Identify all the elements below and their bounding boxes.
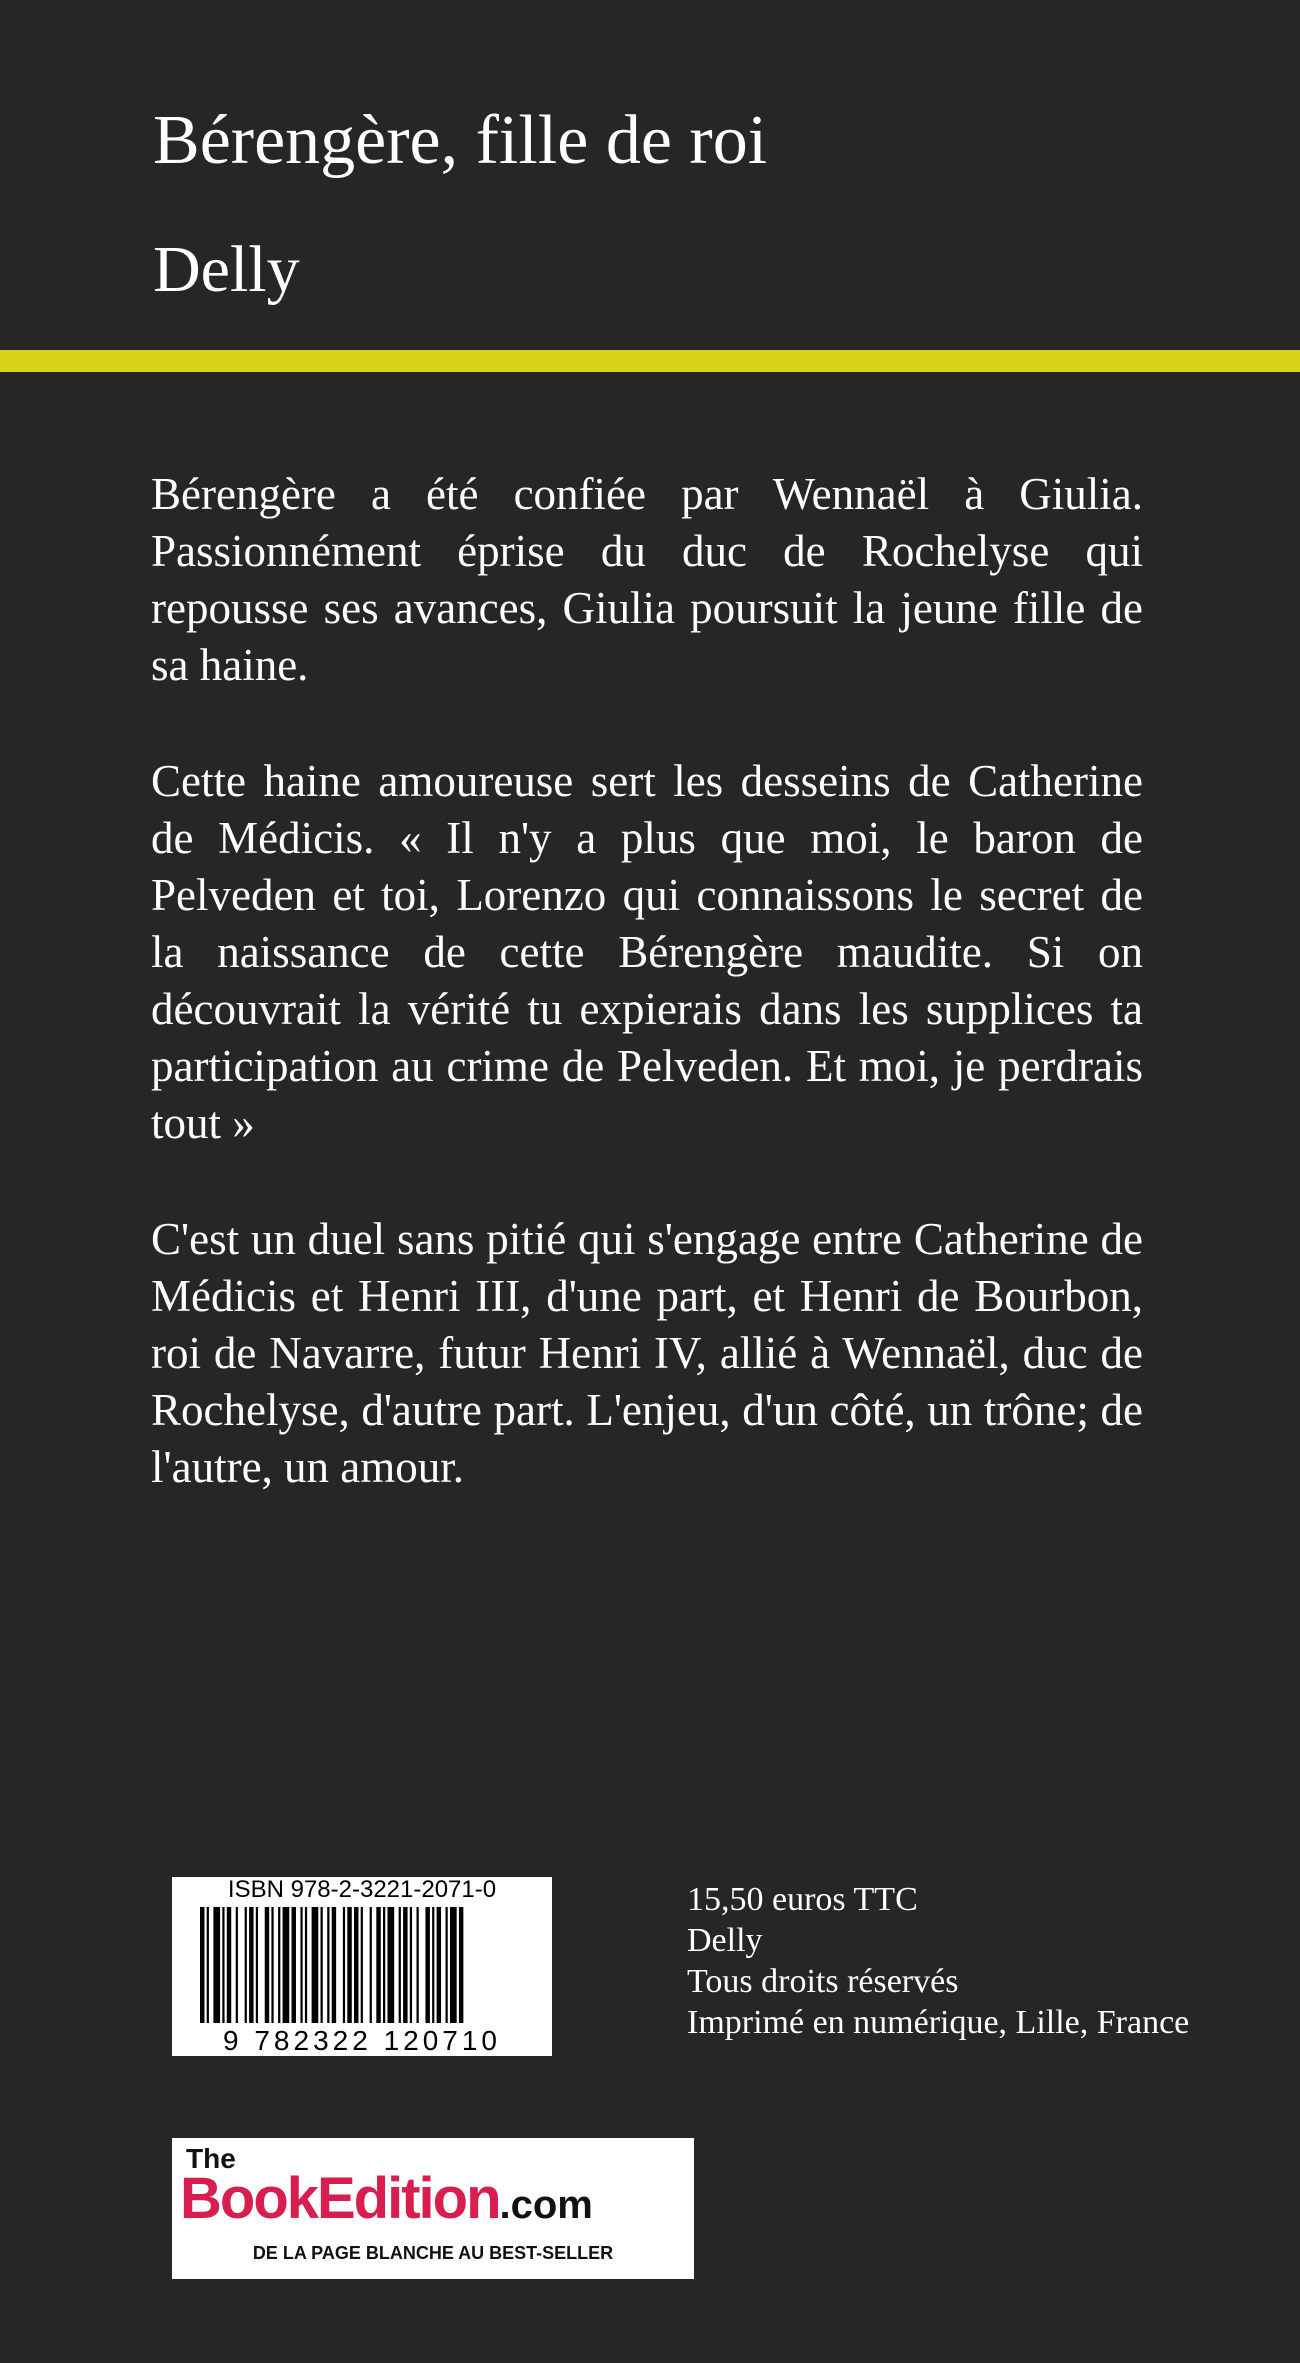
barcode-bar [256, 1907, 258, 2023]
barcode-bar [321, 1907, 323, 2023]
barcode-bar [292, 1907, 296, 2023]
barcode-bar [222, 1907, 224, 2023]
barcode-bar [410, 1907, 412, 2023]
barcode-bar [271, 1907, 273, 2023]
barcode-bar [354, 1907, 358, 2023]
barcode-bar [403, 1907, 407, 2023]
barcode-bar [200, 1907, 204, 2023]
barcode-bar [370, 1907, 372, 2023]
barcode-bar [332, 1907, 336, 2023]
logo-the: The [186, 2143, 236, 2174]
barcode-bar [387, 1907, 394, 2023]
barcode-bar [446, 1907, 448, 2023]
barcode-bar [249, 1907, 253, 2023]
barcode-bar [245, 1907, 247, 2023]
blurb-paragraph: Cette haine amoureuse sert les desseins de Catherine de Médicis. « Il n'y a plus que moi, le baron de Pelveden et toi, Lorenzo qui connaissons le secret de la naissance de cette Bérengère maudite. Si on découvrait la vérité tu expierais dans les supplices ta participation au crime de Pelveden. Et moi, je perdrais tout » [151, 756, 1143, 1148]
book-author: Delly [153, 233, 300, 306]
barcode-bar [227, 1907, 231, 2023]
back-cover-blurb [151, 466, 1143, 1555]
barcode-bar [459, 1907, 463, 2023]
rights-text: Tous droits réservés [687, 1963, 959, 2000]
price-text: 15,50 euros TTC [687, 1881, 918, 1918]
blurb-paragraph: Bérengère a été confiée par Wennaël à Giulia. Passionnément éprise du duc de Rochelyse qui repousse ses avances, Giulia poursuit la jeune fille de sa haine. [151, 469, 1143, 690]
publisher-logo [172, 2138, 694, 2279]
barcode-bar [361, 1907, 363, 2023]
barcode-bar [283, 1907, 290, 2023]
isbn-barcode [172, 1877, 552, 2056]
imprint-info [687, 1879, 1189, 2043]
imprint-author: Delly [687, 1922, 763, 1959]
logo-domain: .com [499, 2183, 593, 2227]
barcode-bar [450, 1907, 457, 2023]
barcode-bar [383, 1907, 385, 2023]
barcode-bar [265, 1907, 269, 2023]
blurb-paragraph: C'est un duel sans pitié qui s'engage entre Catherine de Médicis et Henri III, d'une part, et Henri de Bourbon, roi de Navarre, futur Henri IV, allié à Wennaël, duc de Rochelyse, d'autre part. L'enjeu, d'un côté, un trône; de l'autre, un amour. [151, 1214, 1143, 1492]
barcode-bar [207, 1907, 209, 2023]
barcode-bar [327, 1907, 329, 2023]
barcode-bar [343, 1907, 345, 2023]
barcode-bar [236, 1907, 238, 2023]
barcode-bar [278, 1907, 280, 2023]
logo-tagline: DE LA PAGE BLANCHE AU BEST-SELLER [252, 2243, 614, 2263]
accent-divider [0, 350, 1300, 372]
logo-brand: BookEdition [180, 2166, 500, 2231]
book-title: Bérengère, fille de roi [153, 102, 768, 179]
barcode-bar [399, 1907, 401, 2023]
barcode-bar [432, 1907, 434, 2023]
isbn-label: ISBN 978-2-3221-2071-0 [227, 1876, 497, 1903]
barcode-bar [417, 1907, 419, 2023]
barcode-bar [312, 1907, 319, 2023]
barcode-bar [305, 1907, 307, 2023]
barcode-bar [347, 1907, 351, 2023]
logo-wordmark [180, 2164, 593, 2240]
barcode-bar [376, 1907, 380, 2023]
barcode-digits: 9 782322 120710 [223, 2025, 501, 2056]
barcode-bar [300, 1907, 302, 2023]
cover-header [0, 0, 1300, 350]
barcode-bar [425, 1907, 429, 2023]
barcode-bar [213, 1907, 220, 2023]
barcode-bar [437, 1907, 441, 2023]
printing-text: Imprimé en numérique, Lille, France [687, 2004, 1190, 2041]
